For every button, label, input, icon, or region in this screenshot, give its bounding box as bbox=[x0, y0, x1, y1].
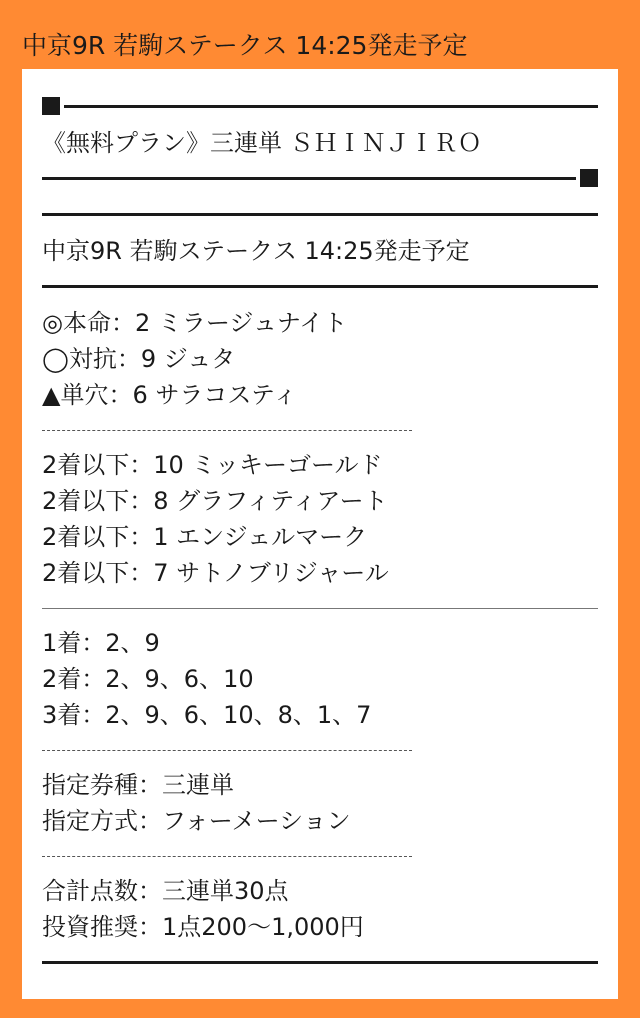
dashed-divider bbox=[42, 733, 598, 767]
black-square-icon bbox=[42, 97, 60, 115]
second-below-item: 2着以下：1 エンジェルマーク bbox=[42, 523, 368, 551]
ticket-method: 指定方式：フォーメーション bbox=[42, 807, 351, 835]
mark-tanana: ▲単穴：6 サラコスティ bbox=[42, 381, 297, 409]
heavy-rule-top bbox=[42, 89, 598, 125]
heavy-rule-plan-bottom bbox=[42, 161, 598, 197]
plan-name: 《無料プラン》三連単 ＳＨＩＮＪＩＲＯ bbox=[42, 129, 482, 157]
prediction-content bbox=[42, 89, 598, 981]
mark-honmei: ◎本命：2 ミラージュナイト bbox=[42, 309, 348, 337]
ticket-type: 指定券種：三連単 bbox=[42, 771, 234, 799]
dashed-divider bbox=[42, 839, 598, 873]
second-below-item: 2着以下：10 ミッキーゴールド bbox=[42, 451, 383, 479]
second-below-item: 2着以下：8 グラフィティアート bbox=[42, 487, 388, 515]
mark-taikou: ◯対抗：9 ジュタ bbox=[42, 345, 236, 373]
race-info: 中京9R 若駒ステークス 14:25発走予定 bbox=[42, 237, 470, 265]
formation-third: 3着：2、9、6、10、8、1、7 bbox=[42, 701, 372, 729]
bet-recommendation: 投資推奨：1点200〜1,000円 bbox=[42, 913, 364, 941]
black-square-icon bbox=[580, 169, 598, 187]
formation-second: 2着：2、9、6、10 bbox=[42, 665, 254, 693]
race-header-title: 中京9R 若駒ステークス 14:25発走予定 bbox=[22, 31, 468, 60]
dashed-divider bbox=[42, 413, 598, 447]
total-points: 合計点数：三連単30点 bbox=[42, 877, 289, 905]
prediction-panel bbox=[22, 69, 618, 999]
heavy-rule-race-bottom bbox=[42, 269, 598, 305]
heavy-rule-bottom bbox=[42, 945, 598, 981]
thin-divider bbox=[42, 591, 598, 625]
second-below-item: 2着以下：7 サトノブリジャール bbox=[42, 559, 389, 587]
heavy-rule-race-top bbox=[42, 197, 598, 233]
formation-first: 1着：2、9 bbox=[42, 629, 160, 657]
